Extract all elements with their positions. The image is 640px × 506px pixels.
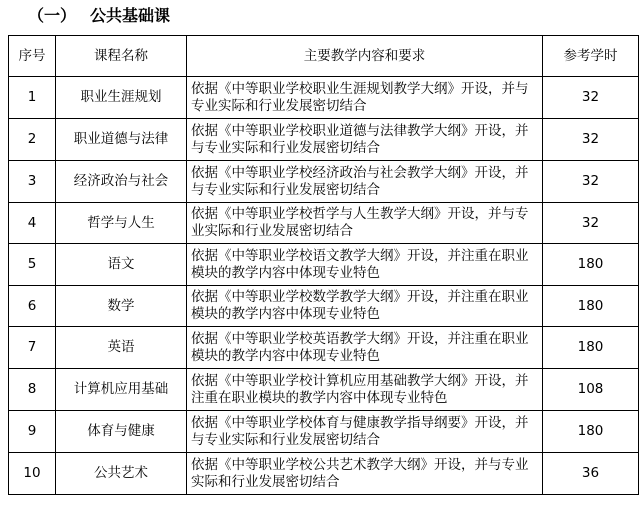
course-content: 依据《中等职业学校计算机应用基础教学大纲》开设，并注重在职业模块的教学内容中体现专业特色 — [187, 369, 543, 411]
course-content: 依据《中等职业学校体育与健康教学指导纲要》开设，并与专业实际和行业发展密切结合 — [187, 411, 543, 453]
row-number: 3 — [9, 161, 56, 203]
course-content: 依据《中等职业学校公共艺术教学大纲》开设，并与专业实际和行业发展密切结合 — [187, 453, 543, 495]
reference-hours: 180 — [543, 327, 639, 369]
reference-hours: 32 — [543, 203, 639, 244]
course-content: 依据《中等职业学校职业生涯规划教学大纲》开设，并与专业实际和行业发展密切结合 — [187, 77, 543, 119]
header-hours: 参考学时 — [543, 36, 639, 77]
course-content: 依据《中等职业学校哲学与人生教学大纲》开设，并与专业实际和行业发展密切结合 — [187, 203, 543, 244]
table-row — [9, 286, 639, 327]
course-content: 依据《中等职业学校语文教学大纲》开设，并注重在职业模块的教学内容中体现专业特色 — [187, 244, 543, 286]
course-content: 依据《中等职业学校英语教学大纲》开设，并注重在职业模块的教学内容中体现专业特色 — [187, 327, 543, 369]
course-name: 职业道德与法律 — [56, 119, 187, 161]
reference-hours: 32 — [543, 119, 639, 161]
course-name: 英语 — [56, 327, 187, 369]
section-number: （一） — [28, 6, 77, 25]
course-content: 依据《中等职业学校经济政治与社会教学大纲》开设，并与专业实际和行业发展密切结合 — [187, 161, 543, 203]
reference-hours: 180 — [543, 244, 639, 286]
course-table — [8, 35, 639, 495]
reference-hours: 180 — [543, 411, 639, 453]
course-name: 公共艺术 — [56, 453, 187, 495]
course-name: 体育与健康 — [56, 411, 187, 453]
table-row — [9, 203, 639, 244]
header-number: 序号 — [9, 36, 56, 77]
course-name: 数学 — [56, 286, 187, 327]
row-number: 10 — [9, 453, 56, 495]
table-row — [9, 119, 639, 161]
table-row — [9, 453, 639, 495]
row-number: 2 — [9, 119, 56, 161]
course-content: 依据《中等职业学校数学教学大纲》开设，并注重在职业模块的教学内容中体现专业特色 — [187, 286, 543, 327]
table-row — [9, 369, 639, 411]
section-heading — [28, 3, 170, 26]
reference-hours: 36 — [543, 453, 639, 495]
table-header-row — [9, 36, 639, 77]
reference-hours: 108 — [543, 369, 639, 411]
row-number: 4 — [9, 203, 56, 244]
row-number: 1 — [9, 77, 56, 119]
row-number: 7 — [9, 327, 56, 369]
reference-hours: 32 — [543, 161, 639, 203]
table-row — [9, 327, 639, 369]
course-name: 哲学与人生 — [56, 203, 187, 244]
table-row — [9, 77, 639, 119]
header-content: 主要教学内容和要求 — [187, 36, 543, 77]
table-row — [9, 161, 639, 203]
header-course-name: 课程名称 — [56, 36, 187, 77]
table-body — [9, 77, 639, 495]
course-name: 经济政治与社会 — [56, 161, 187, 203]
row-number: 8 — [9, 369, 56, 411]
table-row — [9, 411, 639, 453]
table-row — [9, 244, 639, 286]
course-name: 计算机应用基础 — [56, 369, 187, 411]
section-title: 公共基础课 — [90, 6, 171, 25]
course-name: 职业生涯规划 — [56, 77, 187, 119]
course-name: 语文 — [56, 244, 187, 286]
row-number: 9 — [9, 411, 56, 453]
course-content: 依据《中等职业学校职业道德与法律教学大纲》开设，并与专业实际和行业发展密切结合 — [187, 119, 543, 161]
row-number: 5 — [9, 244, 56, 286]
reference-hours: 180 — [543, 286, 639, 327]
row-number: 6 — [9, 286, 56, 327]
reference-hours: 32 — [543, 77, 639, 119]
